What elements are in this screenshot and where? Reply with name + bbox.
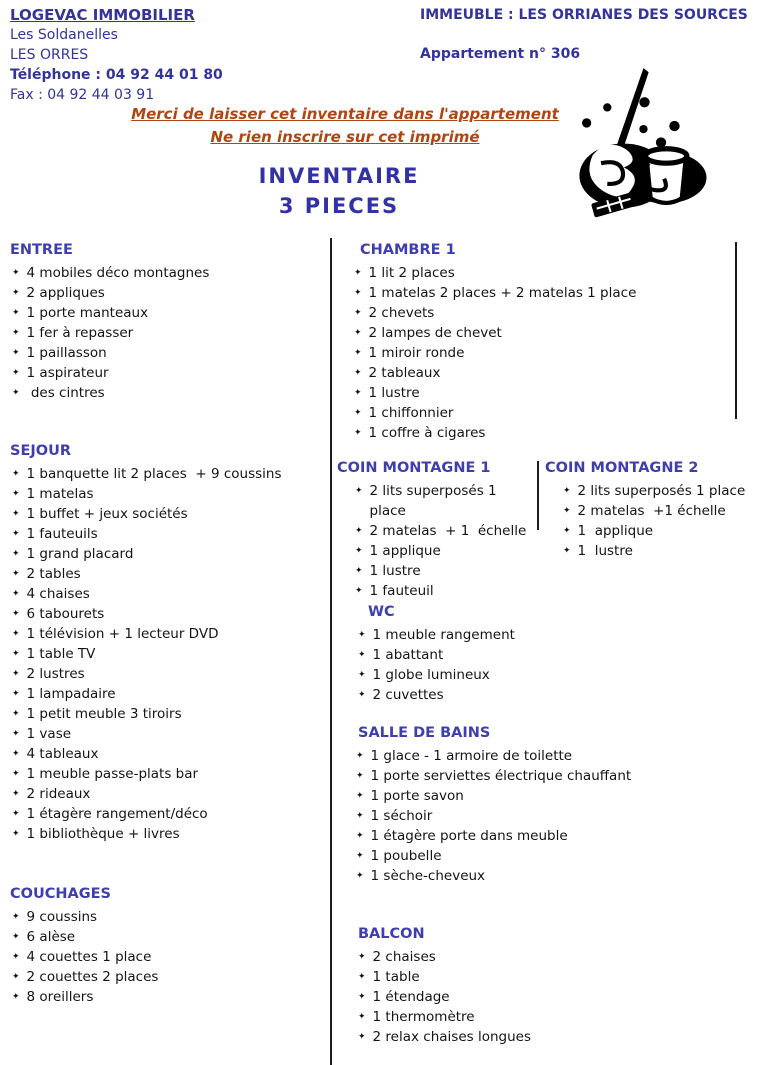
inventory-item [340, 323, 732, 343]
item-label: 1 aspirateur [26, 365, 109, 381]
diamond-bullet-icon: ✦ [12, 388, 20, 398]
inventory-item [10, 624, 328, 644]
diamond-bullet-icon: ✦ [12, 469, 20, 479]
inventory-item [10, 644, 328, 664]
inventory-item [10, 724, 328, 744]
notice-line-1: Merci de laisser cet inventaire dans l'appartement [131, 105, 559, 123]
diamond-bullet-icon: ✦ [355, 486, 363, 496]
diamond-bullet-icon: ✦ [354, 288, 362, 298]
item-label: 9 coussins [26, 909, 98, 925]
item-label: 1 étagère porte dans meuble [370, 828, 568, 844]
item-label: 1 télévision + 1 lecteur DVD [26, 626, 219, 642]
diamond-bullet-icon: ✦ [12, 809, 20, 819]
item-label: 2 chevets [368, 305, 435, 321]
item-label: 1 buffet + jeux sociétés [26, 506, 188, 522]
section-heading: WC [368, 604, 395, 620]
inventory-item [10, 283, 328, 303]
item-label: 1 globe lumineux [372, 667, 490, 683]
diamond-bullet-icon: ✦ [12, 589, 20, 599]
item-label: 2 lustres [26, 666, 85, 682]
diamond-bullet-icon: ✦ [12, 308, 20, 318]
item-label: 4 couettes 1 place [26, 949, 152, 965]
cleaning-mop-bucket-icon [572, 64, 717, 219]
item-label: 2 relax chaises longues [372, 1029, 531, 1045]
diamond-bullet-icon: ✦ [358, 690, 366, 700]
diamond-bullet-icon: ✦ [12, 749, 20, 759]
item-label: 2 lits superposés 1 place [369, 483, 501, 519]
section-entree [10, 240, 328, 403]
item-label: 1 petit meuble 3 tiroirs [26, 706, 182, 722]
item-label: 8 oreillers [26, 989, 94, 1005]
item-label: 1 meuble rangement [372, 627, 515, 643]
inventory-item [10, 263, 328, 283]
item-label: 1 lustre [577, 543, 633, 559]
diamond-bullet-icon: ✦ [563, 486, 571, 496]
section-sejour [10, 441, 328, 844]
item-label: 2 chaises [372, 949, 436, 965]
item-label: 1 glace - 1 armoire de toilette [370, 748, 573, 764]
section-heading: COIN MONTAGNE 1 [337, 460, 491, 476]
item-label: 1 porte savon [370, 788, 464, 804]
item-label: 1 vase [26, 726, 72, 742]
item-label: 2 cuvettes [372, 687, 444, 703]
inventory-item [340, 786, 760, 806]
inventory-item [340, 665, 640, 685]
inventory-item [545, 501, 765, 521]
inventory-item [340, 826, 760, 846]
item-label: 1 étagère rangement/déco [26, 806, 208, 822]
agency-residence: Les Soldanelles [10, 27, 118, 43]
diamond-bullet-icon: ✦ [12, 912, 20, 922]
item-label: 2 matelas +1 échelle [577, 503, 726, 519]
diamond-bullet-icon: ✦ [355, 546, 363, 556]
building-name: IMMEUBLE : LES ORRIANES DES SOURCES [420, 7, 748, 23]
section-heading: CHAMBRE 1 [360, 242, 456, 258]
section-heading: COIN MONTAGNE 2 [545, 460, 699, 476]
section-heading: ENTREE [10, 242, 73, 258]
item-label: 1 applique [577, 523, 654, 539]
item-label: 1 lustre [369, 563, 421, 579]
column-divider [330, 238, 332, 1065]
inventory-item [10, 363, 328, 383]
item-label: 6 alèse [26, 929, 76, 945]
inventory-item [340, 645, 640, 665]
agency-block [10, 5, 223, 105]
item-label: 1 meuble passe-plats bar [26, 766, 199, 782]
agency-fax: Fax : 04 92 44 03 91 [10, 87, 155, 103]
item-label: 1 thermomètre [372, 1009, 475, 1025]
item-label: 1 lampadaire [26, 686, 116, 702]
inventory-item [337, 521, 535, 541]
inventory-item [545, 521, 765, 541]
diamond-bullet-icon: ✦ [12, 268, 20, 278]
diamond-bullet-icon: ✦ [12, 489, 20, 499]
title-line-2: 3 PIECES [278, 194, 400, 218]
inventory-item [10, 544, 328, 564]
section-balcon [340, 924, 760, 1047]
diamond-bullet-icon: ✦ [12, 932, 20, 942]
inventory-item [340, 423, 732, 443]
diamond-bullet-icon: ✦ [354, 328, 362, 338]
diamond-bullet-icon: ✦ [12, 789, 20, 799]
building-block [420, 5, 748, 64]
diamond-bullet-icon: ✦ [358, 650, 366, 660]
diamond-bullet-icon: ✦ [12, 829, 20, 839]
item-label: 1 lustre [368, 385, 420, 401]
item-label: 1 bibliothèque + livres [26, 826, 180, 842]
item-label: 1 paillasson [26, 345, 107, 361]
inventory-item [337, 541, 535, 561]
section-heading: SALLE DE BAINS [358, 725, 491, 741]
inventory-item [340, 283, 732, 303]
inventory-item [340, 685, 640, 705]
coin-montagne-divider [537, 461, 539, 530]
inventory-item [10, 967, 328, 987]
inventory-item [340, 806, 760, 826]
inventory-item [337, 581, 535, 601]
diamond-bullet-icon: ✦ [12, 348, 20, 358]
diamond-bullet-icon: ✦ [12, 769, 20, 779]
section-heading: BALCON [358, 926, 425, 942]
item-label: 1 fer à repasser [26, 325, 134, 341]
diamond-bullet-icon: ✦ [12, 689, 20, 699]
item-label: 2 rideaux [26, 786, 91, 802]
diamond-bullet-icon: ✦ [12, 709, 20, 719]
item-label: 1 chiffonnier [368, 405, 454, 421]
inventory-item [340, 403, 732, 423]
diamond-bullet-icon: ✦ [563, 546, 571, 556]
inventory-item [10, 464, 328, 484]
inventory-item [10, 484, 328, 504]
inventory-item [10, 343, 328, 363]
diamond-bullet-icon: ✦ [354, 428, 362, 438]
item-label: 2 couettes 2 places [26, 969, 159, 985]
inventory-item [340, 383, 732, 403]
diamond-bullet-icon: ✦ [12, 288, 20, 298]
inventory-item [340, 1007, 760, 1027]
inventory-item [10, 664, 328, 684]
item-label: 2 appliques [26, 285, 105, 301]
inventory-item [340, 766, 760, 786]
diamond-bullet-icon: ✦ [355, 566, 363, 576]
diamond-bullet-icon: ✦ [356, 811, 364, 821]
diamond-bullet-icon: ✦ [354, 268, 362, 278]
item-label: 1 miroir ronde [368, 345, 465, 361]
item-label: 1 abattant [372, 647, 444, 663]
inventory-item [10, 564, 328, 584]
diamond-bullet-icon: ✦ [12, 328, 20, 338]
item-label: 1 grand placard [26, 546, 134, 562]
diamond-bullet-icon: ✦ [12, 952, 20, 962]
item-label: 6 tabourets [26, 606, 105, 622]
item-label: 2 lampes de chevet [368, 325, 502, 341]
inventory-item [337, 561, 535, 581]
item-label: 4 mobiles déco montagnes [26, 265, 210, 281]
diamond-bullet-icon: ✦ [12, 609, 20, 619]
inventory-item [545, 541, 765, 561]
inventory-item [10, 744, 328, 764]
item-label: 1 fauteuils [26, 526, 98, 542]
diamond-bullet-icon: ✦ [358, 1032, 366, 1042]
section-coin-montagne-1 [337, 458, 535, 601]
diamond-bullet-icon: ✦ [12, 368, 20, 378]
inventory-item [340, 866, 760, 886]
inventory-item [10, 907, 328, 927]
diamond-bullet-icon: ✦ [354, 388, 362, 398]
chambre-right-divider [735, 242, 737, 419]
inventory-item [10, 383, 328, 403]
item-label: 1 matelas 2 places + 2 matelas 1 place [368, 285, 637, 301]
inventory-item [10, 824, 328, 844]
agency-name: LOGEVAC IMMOBILIER [10, 6, 195, 24]
item-label: 1 matelas [26, 486, 94, 502]
inventory-item [340, 947, 760, 967]
inventory-item [340, 967, 760, 987]
item-label: 1 porte serviettes électrique chauffant [370, 768, 632, 784]
diamond-bullet-icon: ✦ [356, 851, 364, 861]
inventory-item [10, 764, 328, 784]
diamond-bullet-icon: ✦ [358, 670, 366, 680]
section-couchages [10, 884, 328, 1007]
item-label: 1 étendage [372, 989, 450, 1005]
section-coin-montagne-2 [545, 458, 765, 561]
title-line-1: INVENTAIRE [258, 164, 420, 188]
item-label: 1 lit 2 places [368, 265, 455, 281]
item-label: 4 tableaux [26, 746, 99, 762]
diamond-bullet-icon: ✦ [12, 669, 20, 679]
item-label: 1 table TV [26, 646, 96, 662]
inventory-item [340, 343, 732, 363]
inventory-item [340, 846, 760, 866]
inventory-item [10, 604, 328, 624]
diamond-bullet-icon: ✦ [358, 972, 366, 982]
diamond-bullet-icon: ✦ [355, 526, 363, 536]
notice-line-2: Ne rien inscrire sur cet imprimé [210, 128, 480, 146]
inventory-item [10, 584, 328, 604]
inventory-item [10, 804, 328, 824]
diamond-bullet-icon: ✦ [358, 952, 366, 962]
diamond-bullet-icon: ✦ [356, 791, 364, 801]
inventory-item [545, 481, 765, 501]
inventory-item [10, 927, 328, 947]
inventory-item [340, 263, 732, 283]
inventory-item [10, 303, 328, 323]
diamond-bullet-icon: ✦ [354, 368, 362, 378]
item-label: 1 séchoir [370, 808, 433, 824]
inventory-item [340, 625, 640, 645]
inventory-item [10, 684, 328, 704]
item-label: 1 fauteuil [369, 583, 434, 599]
item-label: 4 chaises [26, 586, 90, 602]
inventory-item [10, 784, 328, 804]
section-wc [340, 602, 640, 705]
diamond-bullet-icon: ✦ [356, 771, 364, 781]
diamond-bullet-icon: ✦ [12, 972, 20, 982]
item-label: 1 banquette lit 2 places + 9 coussins [26, 466, 282, 482]
item-label: 1 porte manteaux [26, 305, 149, 321]
diamond-bullet-icon: ✦ [354, 308, 362, 318]
diamond-bullet-icon: ✦ [563, 506, 571, 516]
inventory-item [10, 947, 328, 967]
agency-phone: Téléphone : 04 92 44 01 80 [10, 67, 223, 83]
diamond-bullet-icon: ✦ [12, 992, 20, 1002]
inventory-item [340, 363, 732, 383]
section-salle-de-bains [340, 723, 760, 886]
agency-city: LES ORRES [10, 47, 89, 63]
diamond-bullet-icon: ✦ [12, 629, 20, 639]
diamond-bullet-icon: ✦ [358, 1012, 366, 1022]
inventory-item [10, 524, 328, 544]
item-label: 1 sèche-cheveux [370, 868, 486, 884]
item-label: 1 poubelle [370, 848, 442, 864]
item-label: 1 coffre à cigares [368, 425, 486, 441]
section-heading: COUCHAGES [10, 886, 111, 902]
diamond-bullet-icon: ✦ [12, 729, 20, 739]
apartment-number: Appartement n° 306 [420, 46, 581, 62]
diamond-bullet-icon: ✦ [12, 549, 20, 559]
diamond-bullet-icon: ✦ [12, 569, 20, 579]
diamond-bullet-icon: ✦ [12, 649, 20, 659]
inventory-item [10, 704, 328, 724]
diamond-bullet-icon: ✦ [563, 526, 571, 536]
section-heading: SEJOUR [10, 443, 72, 459]
diamond-bullet-icon: ✦ [12, 529, 20, 539]
diamond-bullet-icon: ✦ [12, 509, 20, 519]
inventory-item [10, 987, 328, 1007]
inventory-item [10, 323, 328, 343]
diamond-bullet-icon: ✦ [356, 831, 364, 841]
item-label: 2 lits superposés 1 place [577, 483, 746, 499]
item-label: 2 tables [26, 566, 81, 582]
item-label: 1 applique [369, 543, 441, 559]
inventory-item [10, 504, 328, 524]
diamond-bullet-icon: ✦ [358, 992, 366, 1002]
diamond-bullet-icon: ✦ [354, 408, 362, 418]
diamond-bullet-icon: ✦ [355, 586, 363, 596]
item-label: 2 tableaux [368, 365, 441, 381]
inventory-item [340, 1027, 760, 1047]
diamond-bullet-icon: ✦ [354, 348, 362, 358]
diamond-bullet-icon: ✦ [356, 871, 364, 881]
item-label: 2 matelas + 1 échelle [369, 523, 527, 539]
inventory-item [340, 987, 760, 1007]
item-label: des cintres [26, 385, 105, 401]
item-label: 1 table [372, 969, 420, 985]
inventory-item [337, 481, 535, 521]
diamond-bullet-icon: ✦ [358, 630, 366, 640]
section-chambre-1 [340, 240, 732, 443]
inventory-item [340, 746, 760, 766]
diamond-bullet-icon: ✦ [356, 751, 364, 761]
inventory-item [340, 303, 732, 323]
